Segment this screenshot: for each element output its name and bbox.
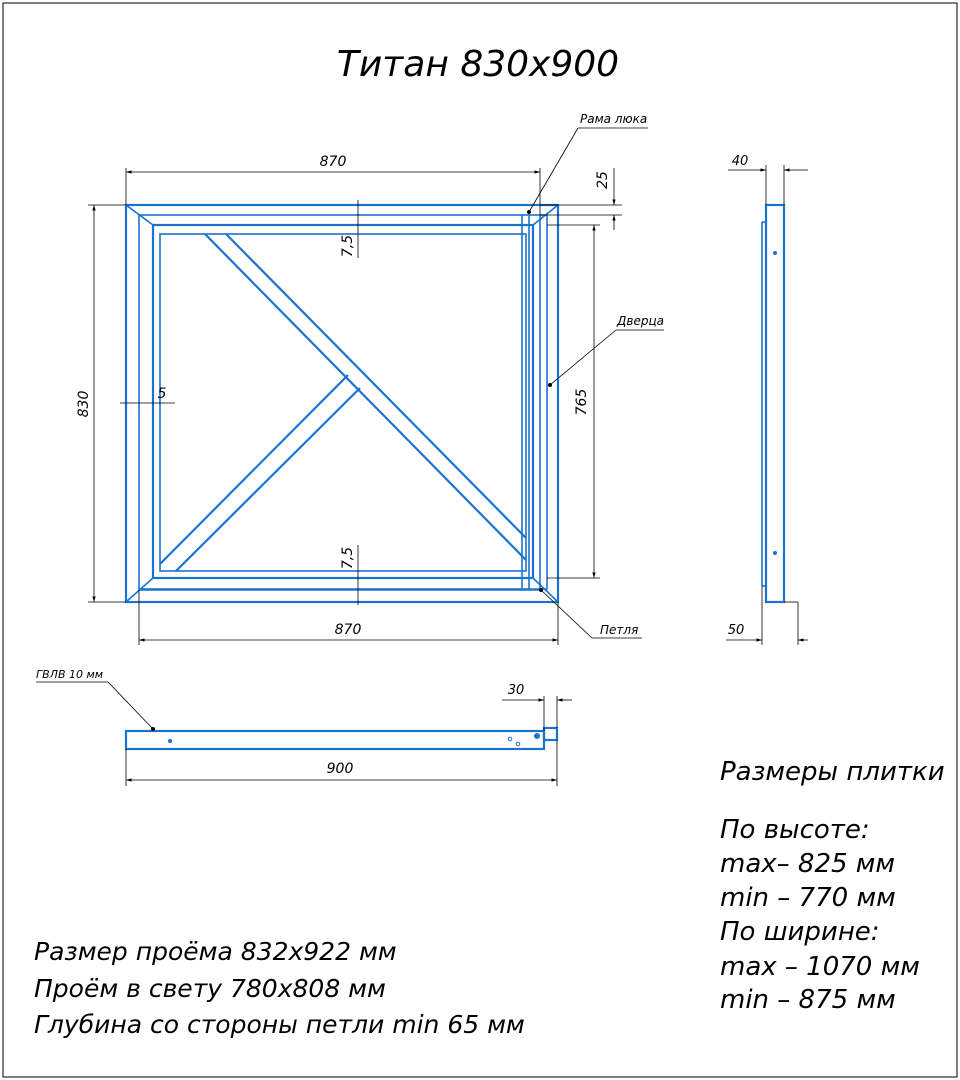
callout-hinge: Петля (600, 623, 639, 637)
notes-block (34, 937, 525, 1039)
dim-top-width: 870 (319, 154, 347, 170)
door-inner (157, 234, 526, 571)
dim-plan-length: 900 (326, 761, 354, 777)
callouts (529, 112, 664, 638)
tile-width-max: max – 1070 мм (720, 952, 920, 982)
dim-inner-height: 765 (574, 388, 590, 416)
tile-height-label: По высоте: (720, 815, 870, 845)
callout-door: Дверца (617, 314, 664, 328)
dim-frame-offset: 25 (595, 171, 611, 189)
brace-main-b (226, 234, 526, 538)
dim-plan-offset: 30 (507, 683, 525, 698)
note-depth: Глубина со стороны петли min 65 мм (34, 1010, 525, 1039)
tile-sizes-block (720, 757, 945, 1015)
plan-view (126, 727, 557, 749)
dim-gap-top: 7,5 (340, 234, 356, 258)
front-view (126, 205, 558, 602)
dim-gap-bottom: 7,5 (340, 546, 356, 570)
sheet-border (3, 3, 957, 1077)
tile-height-max: max– 825 мм (720, 849, 896, 879)
side-view (762, 205, 784, 602)
frame-outer (126, 205, 558, 602)
door-outer (153, 225, 533, 578)
tile-width-label: По ширине: (720, 917, 880, 947)
brace-short-a (157, 375, 348, 564)
tile-width-min: min – 875 мм (720, 985, 896, 1015)
note-opening: Размер проёма 832х922 мм (34, 937, 397, 966)
dim-side-bottom: 50 (727, 623, 745, 638)
note-clear-opening: Проём в свету 780х808 мм (34, 974, 386, 1003)
brace-short-b (176, 388, 360, 571)
tile-heading: Размеры плитки (720, 757, 945, 787)
dim-gap-left: 5 (157, 386, 167, 402)
frame-inner (139, 215, 547, 589)
tile-height-min: min – 770 мм (720, 883, 896, 913)
brace-main-a (205, 234, 526, 560)
dim-bottom-width: 870 (334, 622, 362, 638)
dim-height: 830 (76, 390, 92, 418)
callout-frame: Рама люка (580, 112, 648, 126)
dim-side-top: 40 (731, 154, 749, 169)
drawing-title: Титан 830х900 (336, 44, 620, 85)
callout-board: ГВЛВ 10 мм (36, 668, 104, 681)
plan-dimensions (36, 668, 572, 786)
